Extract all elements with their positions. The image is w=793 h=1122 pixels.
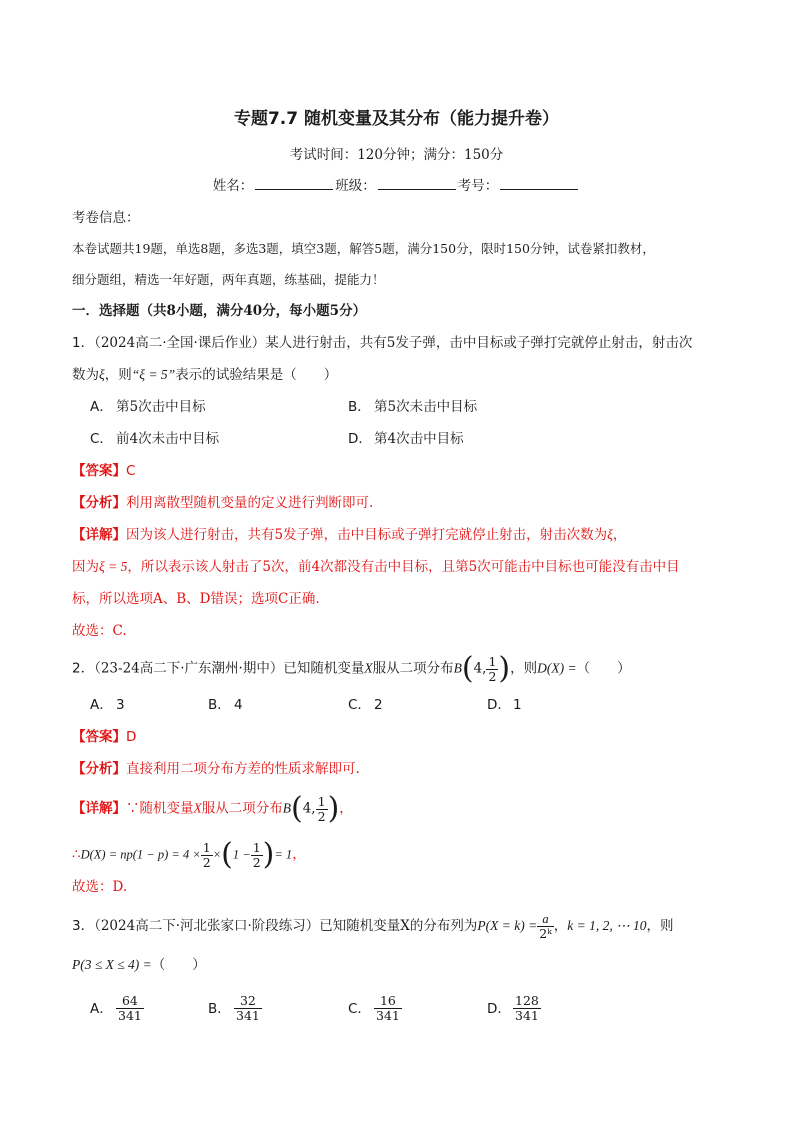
student-info-row [0, 177, 793, 195]
q2-option-a[interactable]: A． 3 [90, 697, 125, 713]
class-label: 班级： [335, 178, 376, 194]
q2-calc-fraction-1: $\frac{1}{2}$ [202, 839, 211, 870]
q3-stem-line-2: P(3 ≤ X ≤ 4) =（ ） [72, 957, 206, 973]
q2-answer: 【答案】D [72, 729, 137, 745]
notice-line-1: 本卷试题共19题，单选8题，多选3题，填空3题，解答5题，满分150分，限时150分钟，试卷紧扣教材， [72, 241, 655, 256]
q1-option-b[interactable]: B． 第5次未击中目标 [348, 399, 478, 415]
q2-stem: 2．（23-24高二下·广东潮州·期中）已知随机变量X服从二项分布B(4, $\frac{1}{2}$ )，则D(X) =（ ） [72, 651, 631, 686]
name-blank[interactable] [255, 177, 333, 190]
q1-detail-line-3: 标，所以选项A、B、D错误；选项C正确. [72, 591, 320, 607]
q1-detail-line-1: 【详解】因为该人进行射击，共有5发子弹，击中目标或子弹打完就停止射击，射击次数为ξ， [72, 527, 627, 543]
number-blank[interactable] [500, 177, 578, 190]
q3-option-a[interactable]: A． $\frac{64}{341}$ [90, 993, 142, 1023]
name-label: 姓名： [212, 178, 254, 194]
q1-analysis: 【分析】利用离散型随机变量的定义进行判断即可. [72, 495, 374, 511]
q2-calculation: ∴D(X) = np(1 − p) = 4 × $\frac{1}{2}$ ×(1 − $\frac{1}{2}$ )= 1， [72, 837, 306, 872]
q1-answer: 【答案】C [72, 463, 136, 479]
q3-pk-fraction: $\frac{a}{\text{2ᵏ}}$ [539, 912, 552, 941]
q2-analysis: 【分析】直接利用二项分布方差的性质求解即可. [72, 761, 360, 777]
q2-option-d[interactable]: D． 1 [487, 697, 522, 713]
q2-source: （23-24高二下·广东潮州·期中） [94, 660, 284, 677]
section-heading: 一．选择题（共8小题，满分40分，每小题5分） [72, 303, 367, 319]
notice-heading: 考卷信息： [72, 210, 140, 226]
q3-option-b[interactable]: B． $\frac{32}{341}$ [208, 993, 260, 1023]
notice-line-2: 细分题组，精选一年好题，两年真题，练基础，提能力！ [72, 272, 385, 287]
q1-source: （2024高二·全国·课后作业） [94, 335, 266, 351]
q1-stem-line-1: 1．（2024高二·全国·课后作业）某人进行射击，共有5发子弹，击中目标或子弹打完就停止射击，射击次 [72, 335, 693, 351]
q1-option-a[interactable]: A． 第5次击中目标 [90, 399, 206, 415]
q3-option-c[interactable]: C． $\frac{16}{341}$ [348, 993, 400, 1023]
q2-option-b[interactable]: B． 4 [208, 697, 243, 713]
class-blank[interactable] [378, 177, 456, 190]
page-title: 专题7.7 随机变量及其分布（能力提升卷） [233, 109, 560, 129]
q3-source: （2024高二下·河北张家口·阶段练习） [94, 918, 320, 934]
q1-detail-line-2: 因为ξ = 5，所以表示该人射击了5次，前4次都没有击中目标，且第5次可能击中目标也可能没有击中目 [72, 559, 680, 575]
q2-conclusion: 故选：D. [72, 879, 128, 895]
q2-fraction-half: $\frac{1}{2}$ [488, 653, 497, 684]
number-label: 考号： [457, 178, 499, 194]
q3-stem-line-1: 3．（2024高二下·河北张家口·阶段练习）已知随机变量X的分布列为P(X = k) = $\frac{a}{\text{2ᵏ}}$ ，k = 1, 2, ⋯ 10，则 [72, 912, 674, 941]
q1-option-c[interactable]: C． 前4次未击中目标 [90, 431, 220, 447]
q2-detail: 【详解】∵随机变量X服从二项分布B(4, $\frac{1}{2}$ )， [72, 791, 353, 826]
q2-option-c[interactable]: C． 2 [348, 697, 383, 713]
q1-stem-line-2: 数为ξ，则“ξ = 5”表示的试验结果是（ ） [72, 367, 338, 383]
exam-info: 考试时间：120分钟；满分：150分 [289, 147, 504, 163]
q1-option-d[interactable]: D． 第4次击中目标 [348, 431, 464, 447]
q1-conclusion: 故选：C. [72, 623, 127, 639]
q2-calc-fraction-2: $\frac{1}{2}$ [252, 839, 261, 870]
q2-detail-fraction: $\frac{1}{2}$ [317, 793, 326, 824]
q3-option-d[interactable]: D． $\frac{128}{341}$ [487, 993, 539, 1023]
